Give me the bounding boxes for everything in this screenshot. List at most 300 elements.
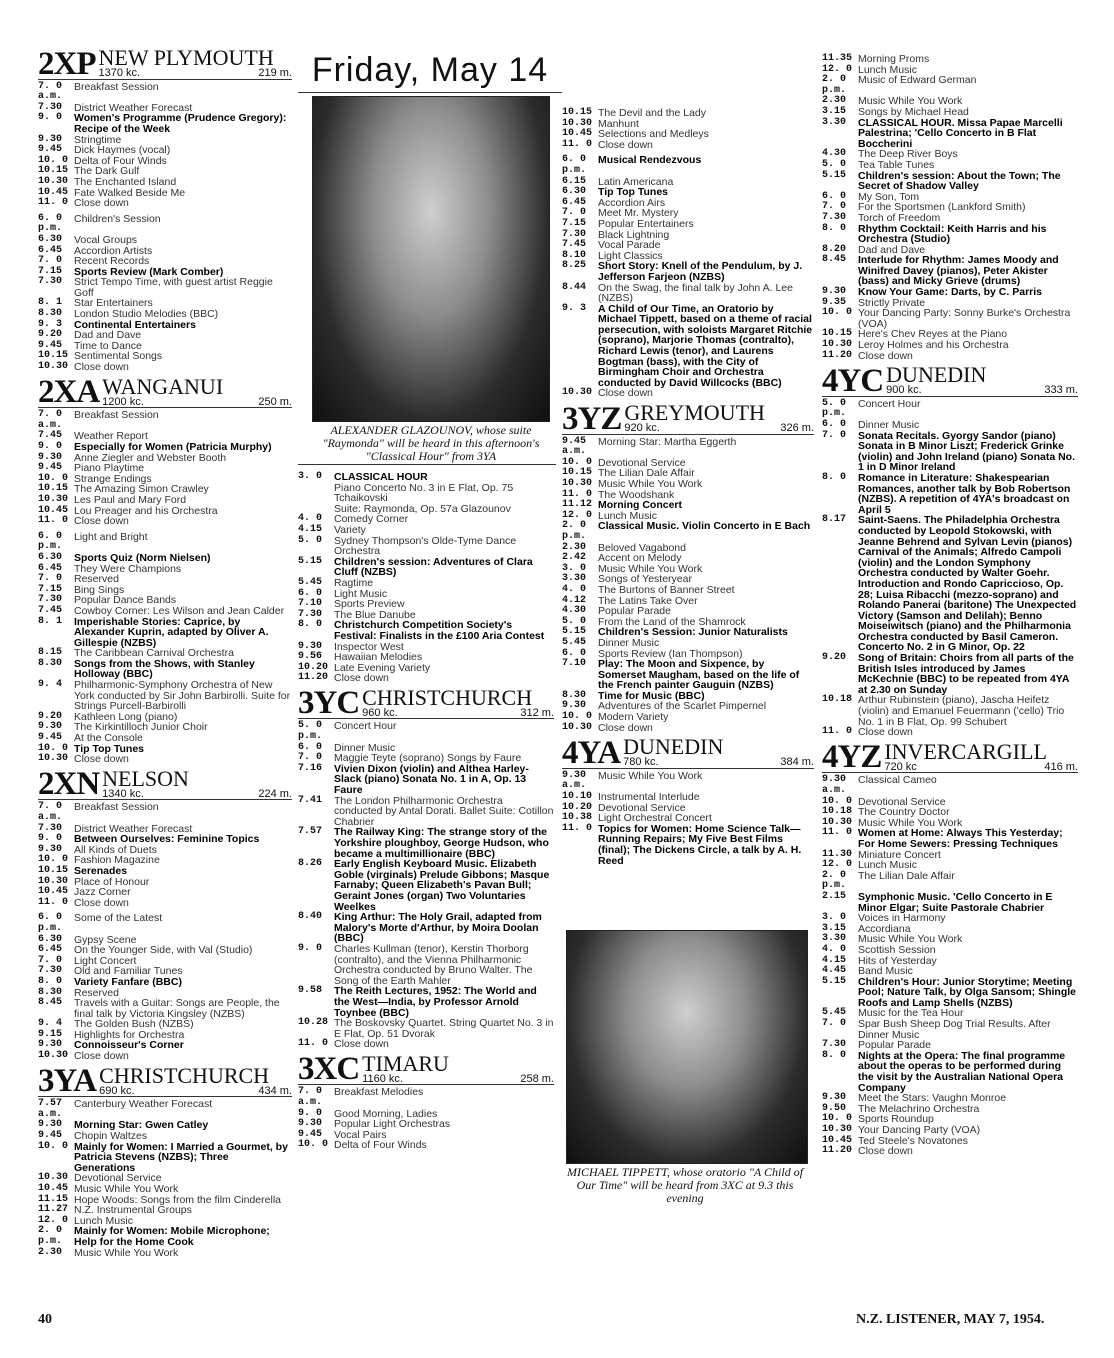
- schedule-time: 8.30: [38, 308, 63, 320]
- schedule-programme: Piano Concerto No. 3 in E Flat, Op. 75 Tchaikovski: [334, 481, 514, 505]
- station-block: [38, 45, 292, 374]
- glazounov-portrait: [312, 96, 550, 422]
- station-call-sign: 2XN: [38, 766, 100, 803]
- schedule-programme: Saint-Saens. The Philadelphia Orchestra conducted by Leopold Stokowski, with Jeanne Behrend and Sylvan Levin (pianos) Carnival of the Animals; Alfredo Campoli (violin) and the London Symphony Orchestra conducted by Walter Goehr. Introduction and Rondo Capriccioso, Op. 28; Luisa Ribacchi (mezzo-soprano) and Rolando Panerai (baritone) The Unexpected Victory (Samson and Delilah); Benno Moiseiwitsch (piano) and the Philharmonia Orchestra conducted by Basil Cameron. Concerto No. 2 in G Minor, Op. 22: [858, 514, 1077, 654]
- schedule-row: [298, 525, 554, 536]
- schedule-programme: The Railway King: The strange story of the Yorkshire ploughboy, George Hudson, who became a multimillionaire (BBC): [334, 826, 549, 860]
- station-call-sign: 4YC: [822, 362, 884, 399]
- station-block: [562, 108, 814, 399]
- schedule-time: 7.30: [822, 211, 847, 223]
- schedule-programme: Close down: [74, 753, 129, 766]
- schedule-row: [822, 1019, 1078, 1040]
- schedule-programme: Close down: [858, 1145, 913, 1158]
- station-header: [822, 738, 1078, 776]
- schedule-programme: Star Entertainers: [74, 297, 153, 310]
- schedule-time: 9.30 a.m.: [822, 774, 847, 796]
- schedule-row: [822, 224, 1078, 245]
- schedule-time: 9.30: [38, 1039, 63, 1051]
- schedule-time: 10.15: [562, 107, 593, 118]
- schedule-programme: Music for the Tea Hour: [858, 1007, 964, 1020]
- schedule-programme: Time for Music (BBC): [598, 689, 705, 702]
- schedule-time: 9.30: [298, 1118, 323, 1130]
- schedule-time: 10. 0: [38, 154, 69, 166]
- schedule-row: [562, 479, 814, 490]
- schedule-time: 3.30: [822, 933, 847, 945]
- schedule-programme: Accordion Airs: [598, 196, 666, 209]
- schedule-time: 10. 0: [822, 307, 853, 319]
- station-block: [822, 738, 1078, 1158]
- schedule-time: 9.45: [38, 462, 63, 474]
- schedule-time: 2.42: [562, 552, 587, 564]
- schedule-row: [822, 308, 1078, 329]
- schedule-time: 9.30: [562, 700, 587, 712]
- schedule-programme: Classical Cameo: [858, 774, 937, 787]
- schedule-time: 9. 0: [298, 942, 323, 954]
- schedule-row: [822, 515, 1078, 653]
- schedule-programme: Women at Home: Always This Yesterday; For Home Sewers: Pressing Techniques: [858, 827, 1063, 850]
- day-heading: Friday, May 14: [311, 51, 549, 89]
- schedule-programme: Your Dancing Party (VOA): [858, 1124, 981, 1136]
- schedule-time: 9. 3: [38, 318, 63, 330]
- schedule-time: [298, 483, 334, 504]
- schedule-row: [38, 617, 292, 649]
- schedule-time: 10.10: [562, 791, 593, 803]
- schedule-programme: Sports Roundup: [858, 1113, 934, 1126]
- station-wavelength: 333 m.: [1044, 384, 1078, 397]
- schedule-programme: Music While You Work: [74, 1246, 179, 1259]
- schedule-programme: Piano Playtime: [74, 462, 145, 475]
- schedule-time: 2.15: [822, 890, 847, 902]
- schedule-row: [822, 171, 1078, 192]
- schedule-programme: Meet Mr. Mystery: [598, 207, 679, 220]
- schedule-time: 8. 1: [38, 615, 63, 627]
- schedule-time: 9.30: [38, 451, 63, 463]
- schedule-row: [562, 771, 814, 792]
- station-call-sign: 3YC: [298, 685, 360, 722]
- station-frequency: 960 kc.: [362, 706, 398, 719]
- station-call-sign: 2XA: [38, 374, 100, 411]
- schedule-time: 9. 4: [38, 679, 63, 691]
- schedule-programme: Mainly for Women: Mobile Microphone; Help for the Home Cook: [74, 1225, 270, 1248]
- schedule-row: [298, 912, 554, 944]
- schedule-time: 10.30: [38, 361, 69, 373]
- schedule-programme: Anne Ziegler and Webster Booth: [74, 451, 227, 464]
- schedule-programme: CLASSICAL HOUR: [334, 471, 428, 483]
- column-4: [822, 50, 1078, 1157]
- schedule-row: [822, 399, 1078, 420]
- column-3: [562, 104, 814, 866]
- schedule-row: [298, 578, 554, 589]
- schedule-programme: Black Lightning: [598, 228, 670, 241]
- schedule-time: 6.30: [38, 551, 63, 563]
- schedule-programme: Children's session: About the Town; The Secret of Shadow Valley: [858, 169, 1061, 193]
- schedule-time: 5.15: [822, 169, 847, 181]
- schedule-time: 7. 0 a.m.: [298, 1086, 323, 1109]
- schedule-programme: Children's Session: Junior Naturalists: [598, 626, 788, 639]
- schedule-time: 2.30: [38, 1246, 63, 1258]
- schedule-row: [38, 1248, 292, 1259]
- schedule-time: 6.30: [38, 233, 63, 245]
- schedule-programme: Songs from the Shows, with Stanley Holloway (BBC): [74, 657, 255, 681]
- schedule-row: [298, 673, 554, 684]
- schedule-programme: Close down: [858, 726, 913, 739]
- schedule-time: 10.15: [38, 483, 69, 495]
- schedule-time: 10.30: [38, 1172, 69, 1184]
- schedule-row: [562, 437, 814, 458]
- schedule-programme: Meet the Stars: Vaughn Monroe: [858, 1092, 1007, 1105]
- schedule-time: 9.50: [822, 1102, 847, 1114]
- schedule-time: 3. 0: [562, 562, 587, 574]
- station-call-sign: 3XC: [298, 1051, 360, 1088]
- schedule-time: 6. 0: [298, 587, 323, 599]
- schedule-time: 9.20: [38, 329, 63, 341]
- glazounov-caption: ALEXANDER GLAZOUNOV, whose suite "Raymonda" will be heard in this afternoon's "Classical Hour" from 3YA: [322, 423, 540, 463]
- schedule-time: 5.15: [298, 555, 323, 567]
- schedule-programme: Popular Light Orchestras: [334, 1118, 451, 1131]
- schedule-time: 9.15: [38, 1028, 63, 1040]
- column-1: [38, 44, 292, 1258]
- schedule-programme: Dick Haymes (vocal): [74, 144, 171, 157]
- schedule-time: 7.15: [562, 217, 587, 229]
- schedule-programme: Imperishable Stories: Caprice, by Alexander Kuprin, adapted by Oliver A. Gillespie (NZBS): [74, 615, 269, 649]
- schedule-time: 7.10: [298, 598, 323, 610]
- station-header: [38, 765, 292, 803]
- schedule-programme: Close down: [334, 1038, 389, 1051]
- schedule-programme: Chopin Waltzes: [74, 1130, 148, 1143]
- schedule-time: 10. 0: [38, 742, 69, 754]
- schedule-programme: Devotional Service: [598, 801, 686, 814]
- schedule-programme: A Child of Our Time, an Oratorio by Michael Tippett, based on a theme of racial persecution, with soloists Margaret Ritchie (soprano), Marjorie Thomas (contralto), Richard Lewis (tenor), and Laurens Bogtman (bass), with the City of Birmingham Choir and Orchestra conducted by David Willcocks (BBC): [598, 302, 813, 389]
- schedule-programme: Manhunt: [598, 117, 639, 130]
- schedule-time: 8. 0: [38, 975, 63, 987]
- schedule-programme: Vivien Dixon (violin) and Althea Harley-Slack (piano) Sonata No. 1 in A, Op. 13 Faure: [334, 762, 529, 797]
- schedule-row: [38, 177, 292, 188]
- schedule-programme: Breakfast Session: [74, 801, 159, 814]
- schedule-programme: Songs by Michael Head: [858, 105, 969, 118]
- schedule-time: 6. 0: [822, 190, 847, 202]
- schedule-programme: Accordiana: [858, 922, 911, 935]
- schedule-row: [38, 410, 292, 431]
- schedule-row: [38, 442, 292, 453]
- schedule-time: 8.30: [562, 689, 587, 701]
- schedule-programme: N.Z. Instrumental Groups: [74, 1204, 192, 1217]
- schedule-programme: The Latins Take Over: [598, 594, 698, 607]
- schedule-time: 8. 0: [822, 222, 847, 234]
- schedule-time: 10. 0: [562, 711, 593, 723]
- day-rule: [298, 92, 562, 93]
- schedule-programme: Breakfast Session: [74, 409, 159, 422]
- schedule-programme: Modern Variety: [598, 711, 669, 724]
- schedule-time: 8.15: [38, 647, 63, 659]
- schedule-time: 12. 0: [38, 1214, 69, 1226]
- schedule-time: 5.45: [562, 636, 587, 648]
- masthead: N.Z. LISTENER, MAY 7, 1954.: [856, 1312, 1045, 1327]
- schedule-row: [562, 283, 814, 304]
- station-block: [822, 362, 1078, 739]
- schedule-time: 3. 0: [822, 912, 847, 924]
- schedule-row: [38, 82, 292, 103]
- schedule-programme: Popular Entertainers: [598, 217, 694, 230]
- schedule-programme: The Melachrino Orchestra: [858, 1102, 980, 1115]
- schedule-programme: Lou Preager and his Orchestra: [74, 504, 218, 517]
- schedule-programme: Concert Hour: [334, 720, 397, 733]
- schedule-programme: Close down: [334, 672, 389, 685]
- schedule-programme: Lunch Music: [598, 509, 657, 522]
- station-block: [298, 472, 554, 684]
- schedule-programme: Sports Review (Ian Thompson): [598, 647, 743, 660]
- station-call-sign: 4YA: [562, 734, 621, 771]
- schedule-programme: Variety Fanfare (BBC): [74, 975, 182, 988]
- schedule-programme: Topics for Women: Home Science Talk—Running Repairs; My Five Best Films (final); The Dickens Circle, a talk by A. H. Reed: [598, 822, 802, 867]
- schedule-time: 9. 0: [38, 112, 63, 124]
- schedule-row: [562, 155, 814, 176]
- schedule-time: 9.45: [38, 339, 63, 351]
- schedule-row: [562, 140, 814, 151]
- schedule-time: 5. 0 p.m.: [298, 720, 323, 743]
- schedule-row: [562, 824, 814, 866]
- schedule-programme: Stringtime: [74, 133, 122, 146]
- schedule-programme: Delta of Four Winds: [74, 154, 167, 167]
- schedule-time: 10.30: [38, 1050, 69, 1062]
- schedule-time: 10.18: [822, 806, 853, 818]
- schedule-row: [822, 473, 1078, 515]
- schedule-time: 8.45: [38, 997, 63, 1009]
- schedule-time: 11.12: [562, 499, 593, 511]
- station-name: INVERCARGILL: [884, 738, 1047, 764]
- schedule-programme: They Were Champions: [74, 562, 182, 575]
- schedule-programme: Sports Quiz (Norm Nielsen): [74, 551, 211, 564]
- station-frequency: 900 kc.: [886, 384, 922, 397]
- schedule-time: 7. 0: [562, 207, 587, 219]
- schedule-programme: Place of Honour: [74, 875, 150, 888]
- schedule-programme: Good Morning, Ladies: [334, 1107, 438, 1120]
- schedule-time: 8.40: [298, 911, 323, 923]
- schedule-programme: Torch of Freedom: [858, 211, 941, 224]
- schedule-time: 3.30: [822, 116, 847, 128]
- schedule-time: 7.45: [38, 604, 63, 616]
- schedule-programme: Strange Endings: [74, 472, 152, 485]
- schedule-time: 7. 0: [38, 954, 63, 966]
- schedule-row: [822, 107, 1078, 118]
- schedule-programme: Christchurch Competition Society's Festival: Finalists in the £100 Aria Contest: [334, 619, 545, 642]
- schedule-time: 4.15: [822, 954, 847, 966]
- schedule-time: 8.25: [562, 260, 587, 272]
- schedule-row: [822, 160, 1078, 171]
- schedule-time: 10.30: [38, 875, 69, 887]
- station-call-sign: 4YZ: [822, 739, 882, 776]
- schedule-time: 10.45: [822, 1134, 853, 1146]
- schedule-row: [822, 213, 1078, 224]
- schedule-programme: Lunch Music: [74, 1214, 133, 1227]
- schedule-programme: Philharmonic-Symphony Orchestra of New York conducted by Sir John Barbirolli. Suite for Strings Purcell-Barbirolli: [74, 679, 291, 713]
- schedule-programme: Reserved: [74, 573, 119, 586]
- schedule-time: 7. 0: [822, 429, 847, 441]
- schedule-programme: Light Classics: [598, 249, 663, 262]
- schedule-row: [298, 1039, 554, 1050]
- schedule-row: [822, 1146, 1078, 1157]
- schedule-time: 11. 0: [298, 1038, 329, 1050]
- schedule-row: [562, 108, 814, 119]
- schedule-time: 10. 0: [562, 456, 593, 468]
- schedule-programme: My Son, Tom: [858, 190, 920, 203]
- schedule-time: 9.30: [38, 721, 63, 733]
- schedule-programme: Close down: [74, 361, 129, 374]
- schedule-programme: Highlights for Orchestra: [74, 1028, 185, 1041]
- schedule-time: 9.35: [822, 296, 847, 308]
- schedule-row: [562, 304, 814, 389]
- schedule-programme: Devotional Service: [598, 456, 686, 469]
- schedule-programme: Classical Music. Violin Concerto in E Bach: [598, 520, 811, 533]
- schedule-time: 4.45: [822, 965, 847, 977]
- schedule-programme: Maggie Teyte (soprano) Songs by Faure: [334, 752, 522, 765]
- schedule-programme: Selections and Medleys: [598, 128, 709, 141]
- schedule-row: [38, 553, 292, 564]
- schedule-time: 4.30: [562, 605, 587, 617]
- station-wavelength: 384 m.: [780, 756, 814, 769]
- schedule-time: 10.30: [38, 753, 69, 765]
- schedule-time: 7. 0 a.m.: [38, 801, 63, 823]
- station-frequency: 690 kc.: [99, 1084, 135, 1097]
- schedule-time: 12. 0: [822, 63, 853, 75]
- station-call-sign: 3YA: [38, 1063, 97, 1100]
- schedule-row: [298, 620, 554, 641]
- schedule-programme: The Amazing Simon Crawley: [74, 483, 209, 496]
- station-wavelength: 258 m.: [520, 1072, 554, 1085]
- schedule-programme: Sentimental Songs: [74, 350, 163, 363]
- schedule-programme: The Enchanted Island: [74, 175, 177, 188]
- schedule-time: 3.15: [822, 922, 847, 934]
- schedule-row: [822, 54, 1078, 65]
- schedule-row: [562, 521, 814, 542]
- schedule-row: [298, 536, 554, 557]
- schedule-time: 6.30: [562, 186, 587, 198]
- schedule-time: 4.30: [822, 148, 847, 160]
- station-name: WANGANUI: [102, 373, 224, 399]
- schedule-time: 11.27: [38, 1204, 69, 1216]
- schedule-time: 10. 0: [822, 1113, 853, 1125]
- schedule-time: 8.20: [822, 243, 847, 255]
- schedule-time: 10.15: [38, 350, 69, 362]
- station-block: [38, 765, 292, 1063]
- schedule-row: [822, 1051, 1078, 1093]
- schedule-programme: Nights at the Opera: The final programme about the operas to be performed during the visit by the Australian National Opera Company: [858, 1049, 1066, 1094]
- schedule-time: 4. 0: [298, 513, 323, 525]
- schedule-time: 10.28: [298, 1017, 329, 1029]
- schedule-time: 7.30: [562, 228, 587, 240]
- schedule-row: [38, 998, 292, 1019]
- schedule-time: 5. 0 p.m.: [822, 397, 847, 420]
- schedule-programme: The Reith Lectures, 1952: The World and the West—India, by Professor Arnold Toynbee (BBC): [334, 985, 537, 1019]
- schedule-row: [38, 680, 292, 712]
- station-wavelength: 434 m.: [258, 1084, 292, 1097]
- schedule-programme: Musical Rendezvous: [598, 154, 702, 167]
- schedule-time: 10.20: [298, 661, 329, 673]
- schedule-programme: Morning Star: Martha Eggerth: [598, 435, 737, 448]
- schedule-programme: At the Console: [74, 732, 143, 745]
- page-number: 40: [38, 1312, 52, 1327]
- station-call-sign: 3YZ: [562, 400, 622, 437]
- schedule-programme: Morning Concert: [598, 499, 682, 512]
- station-header: [298, 684, 554, 722]
- schedule-programme: Band Music: [858, 965, 913, 978]
- schedule-time: 9.45 a.m.: [562, 435, 587, 458]
- schedule-time: 6. 0 p.m.: [38, 530, 63, 553]
- schedule-programme: Les Paul and Mary Ford: [74, 493, 187, 506]
- schedule-time: 11. 0: [562, 488, 593, 500]
- schedule-row: [822, 828, 1078, 849]
- station-name: NELSON: [102, 765, 189, 791]
- schedule-time: 10.38: [562, 812, 593, 824]
- schedule-time: 8. 0: [298, 619, 323, 631]
- schedule-programme: Popular Dance Bands: [74, 594, 177, 607]
- schedule-row: [822, 871, 1078, 892]
- schedule-programme: The Lilian Dale Affair: [598, 467, 695, 480]
- schedule-programme: Romance in Literature: Shakespearian Romances, another talk by Bob Robertson (NZBS). A repetition of 4YA's broadcast on April 5: [858, 471, 1071, 516]
- schedule-programme: Devotional Service: [858, 795, 946, 808]
- station-frequency: 720 kc: [884, 760, 917, 773]
- schedule-programme: Close down: [74, 896, 129, 909]
- schedule-time: 11.35: [822, 53, 853, 64]
- schedule-time: 10.45: [38, 1183, 69, 1194]
- station-header: [38, 1062, 292, 1100]
- schedule-programme: Breakfast Session: [74, 80, 159, 93]
- schedule-time: 9. 4: [38, 1018, 63, 1030]
- schedule-programme: The Burtons of Banner Street: [598, 583, 735, 596]
- schedule-time: 3.15: [822, 105, 847, 117]
- station-block: [298, 1050, 554, 1152]
- schedule-programme: Here's Chev Reyes at the Piano: [858, 328, 1008, 341]
- schedule-programme: Lunch Music: [858, 63, 917, 76]
- schedule-time: 9.45: [38, 732, 63, 744]
- schedule-row: [38, 1226, 292, 1247]
- schedule-row: [38, 977, 292, 988]
- station-name: CHRISTCHURCH: [99, 1062, 270, 1088]
- schedule-time: 7.15: [38, 265, 63, 277]
- station-header: [562, 734, 814, 771]
- schedule-programme: Beloved Vagabond: [598, 541, 686, 554]
- schedule-time: 9.30: [298, 640, 323, 652]
- schedule-programme: Delta of Four Winds: [334, 1139, 427, 1152]
- schedule-programme: Hope Woods: Songs from the film Cinderella: [74, 1193, 281, 1206]
- schedule-time: 10.30: [822, 1124, 853, 1135]
- schedule-time: 9. 0: [38, 441, 63, 452]
- station-header: [562, 400, 814, 437]
- schedule-row: [822, 775, 1078, 796]
- schedule-programme: Close down: [598, 721, 653, 734]
- schedule-programme: Travels with a Guitar: Songs are People, the final talk by Victoria Kingsley (NZBS): [74, 997, 280, 1020]
- station-frequency: 1340 kc.: [102, 787, 144, 800]
- schedule-time: 10.30: [562, 387, 593, 399]
- schedule-time: 5. 0: [822, 158, 847, 170]
- schedule-time: 9.58: [298, 985, 323, 997]
- schedule-programme: Music While You Work: [858, 816, 963, 829]
- schedule-programme: From the Land of the Shamrock: [598, 615, 746, 628]
- schedule-programme: The Kirkintilloch Junior Choir: [74, 721, 208, 734]
- schedule-time: 2.30: [822, 95, 847, 107]
- schedule-programme: Early English Keyboard Music. Elizabeth Goble (virginals) Prelude Gibbons; Masque Farnaby; Queen Elizabeth's Pavan Bull; Geraint Jones (organ) Two Voluntaries Weelkes: [334, 858, 550, 913]
- schedule-time: 7.57: [298, 826, 323, 838]
- schedule-time: 11. 0: [38, 515, 69, 527]
- schedule-programme: Music of Edward German: [858, 74, 977, 87]
- schedule-programme: Ragtime: [334, 576, 374, 589]
- schedule-time: 6. 0: [298, 741, 323, 753]
- schedule-programme: Fate Walked Beside Me: [74, 186, 186, 199]
- schedule-programme: Inspector West: [334, 640, 404, 653]
- station-block: [822, 54, 1078, 361]
- station-wavelength: 250 m.: [258, 395, 292, 408]
- schedule-time: 5. 0: [562, 615, 587, 627]
- schedule-programme: Light Music: [334, 587, 388, 600]
